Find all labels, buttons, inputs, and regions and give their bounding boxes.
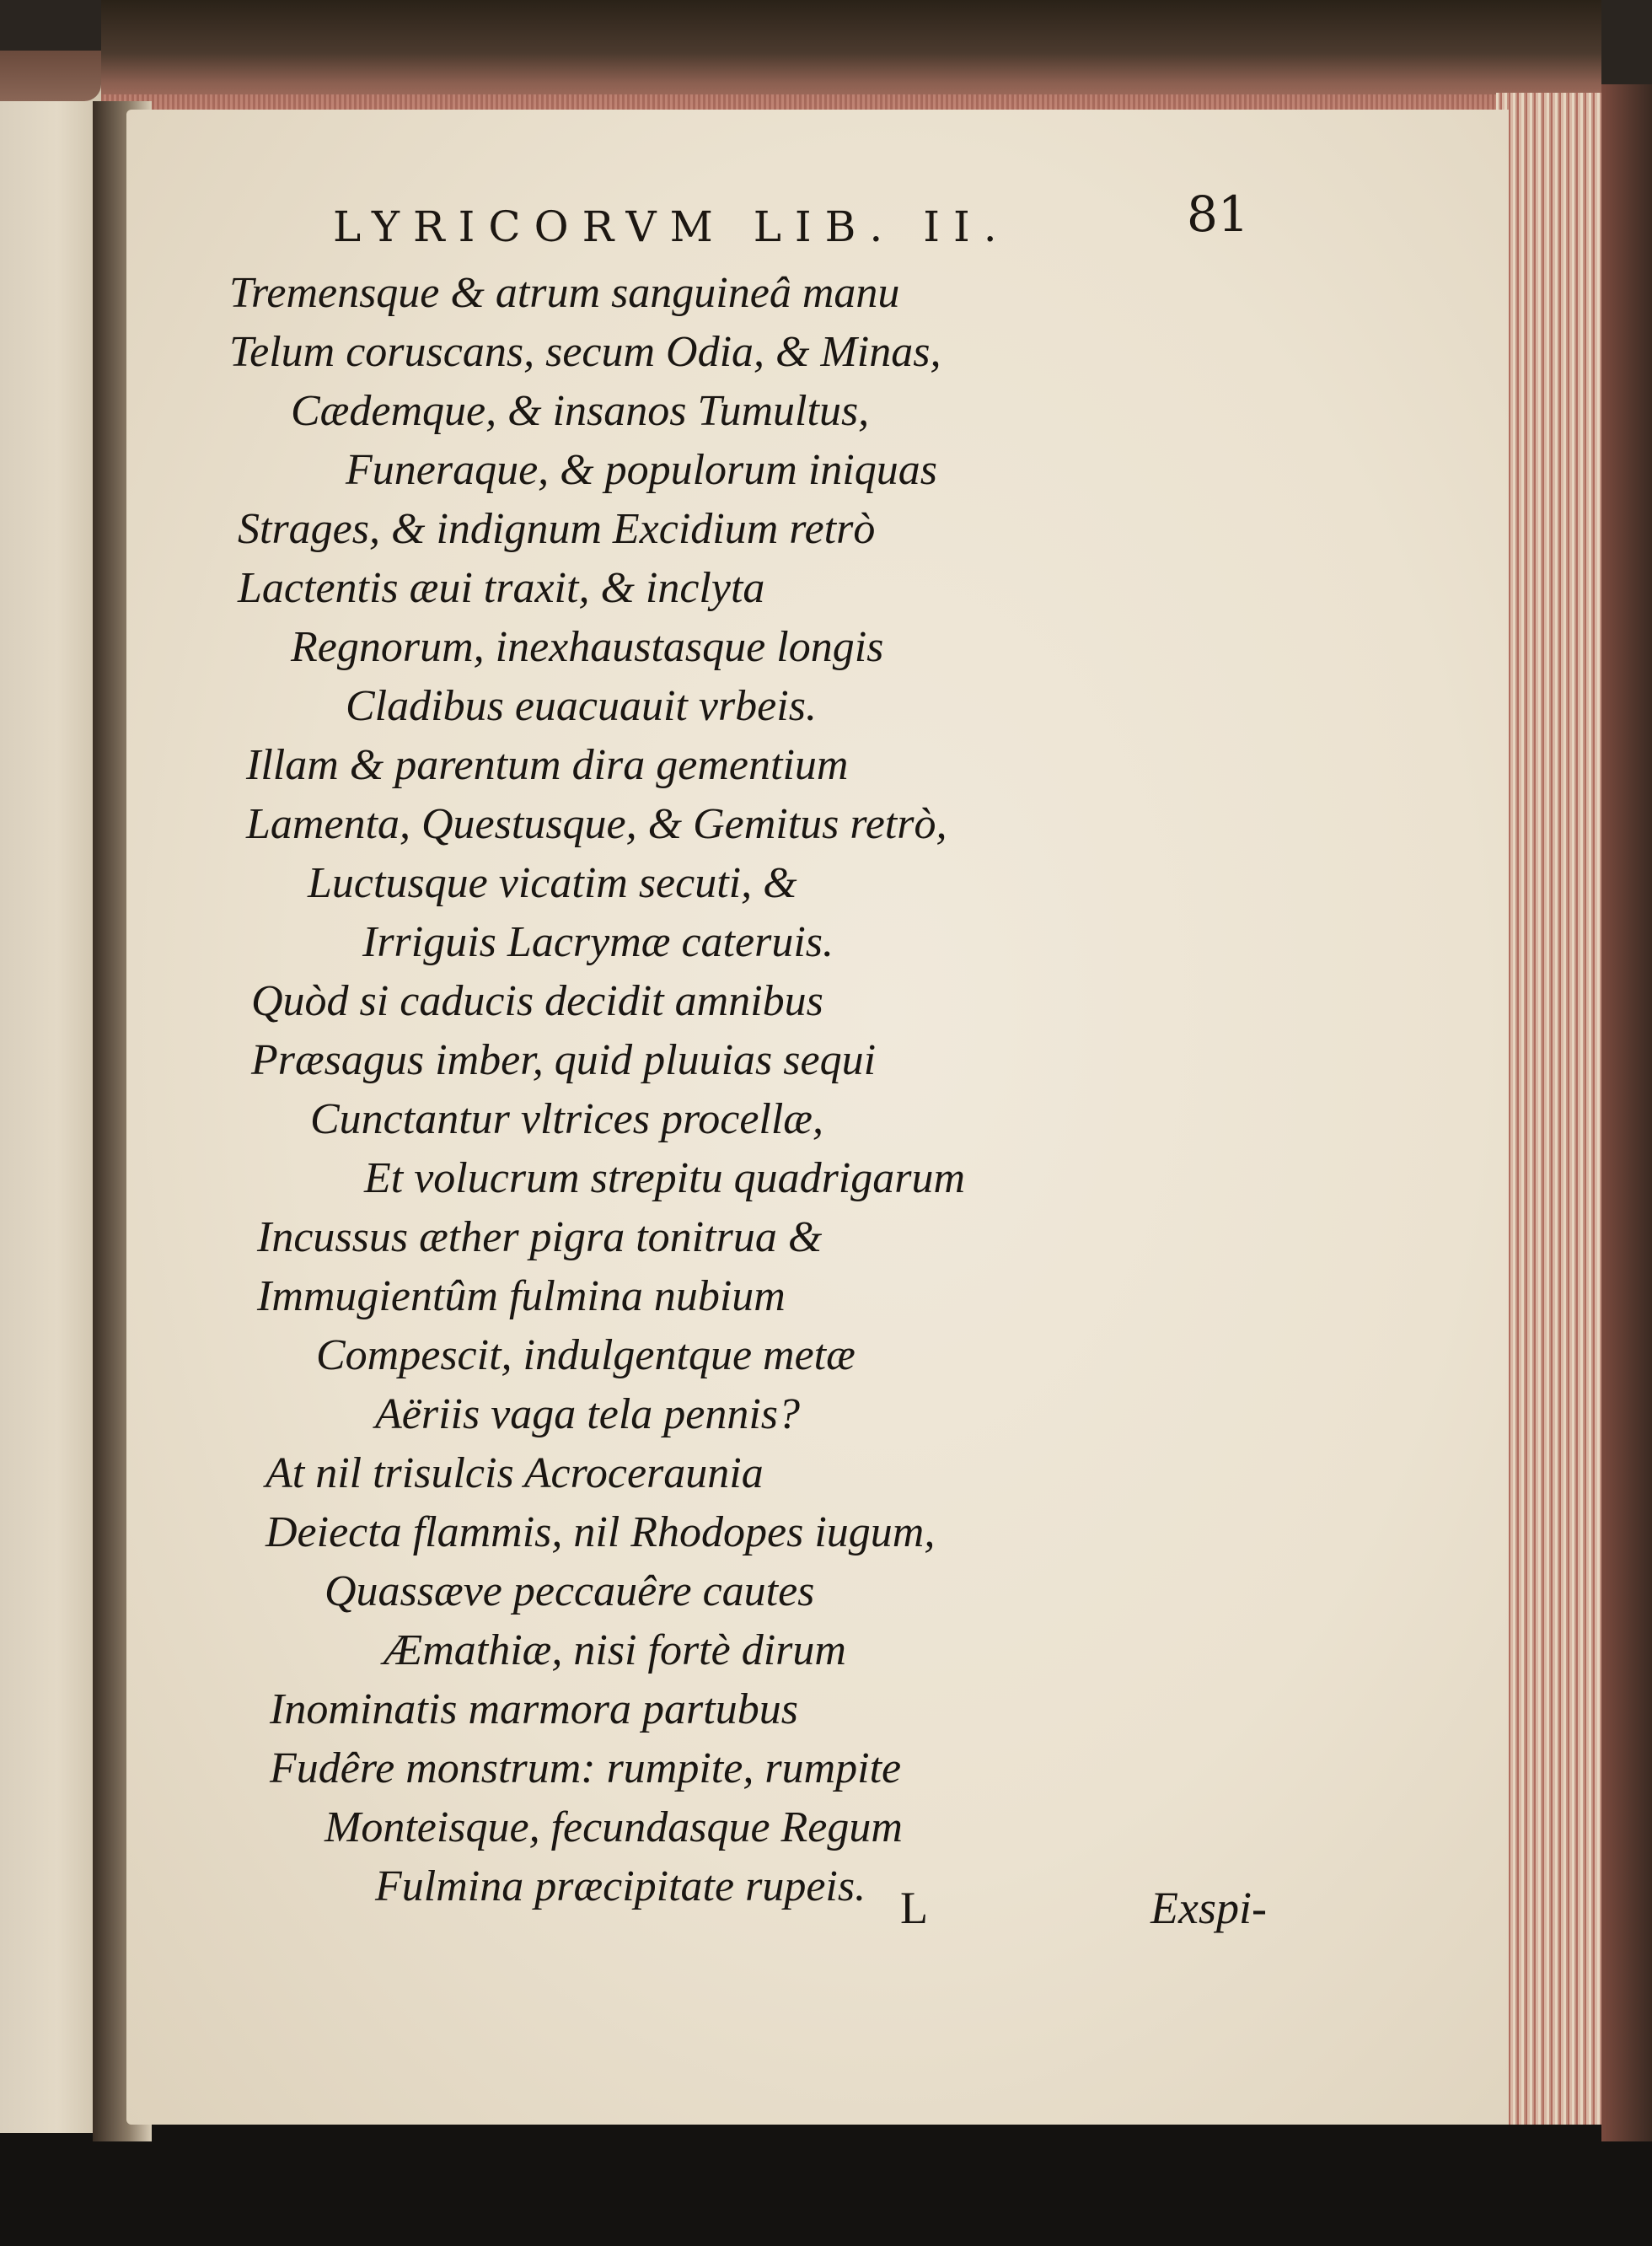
page-number: 81 <box>1187 185 1249 243</box>
verse-line: Aëriis vaga tela pennis? <box>375 1390 801 1438</box>
verse-line: Irriguis Lacrymæ cateruis. <box>362 918 834 966</box>
verse-line: Fudêre monstrum: rumpite, rumpite <box>270 1744 902 1792</box>
verse-line: Et volucrum strepitu quadrigarum <box>364 1154 966 1202</box>
verse-line: Quassæve peccauêre cautes <box>324 1567 815 1615</box>
verse-line: Quòd si caducis decidit amnibus <box>251 977 823 1025</box>
verse-line: Strages, & indignum Excidium retrò <box>238 505 876 553</box>
verse-line: Fulmina præcipitate rupeis. <box>375 1862 866 1910</box>
verse-line: Tremensque & atrum sanguineâ manu <box>229 269 900 317</box>
running-head: LYRICORVM LIB. II. <box>333 202 1011 251</box>
verse-line: Præsagus imber, quid pluuias sequi <box>251 1036 877 1084</box>
verse-line: Incussus æther pigra tonitrua & <box>257 1213 823 1261</box>
verse-line: Æmathiæ, nisi fortè dirum <box>384 1626 846 1674</box>
verse-line: At nil trisulcis Acroceraunia <box>266 1449 764 1497</box>
verse-line: Deiecta flammis, nil Rhodopes iugum, <box>266 1508 936 1556</box>
verse-line: Lactentis æui traxit, & inclyta <box>238 564 765 612</box>
verse-line: Monteisque, fecundasque Regum <box>324 1803 903 1851</box>
catchword: Exspi- <box>1150 1883 1267 1933</box>
verse-line: Funeraque, & populorum iniquas <box>346 446 937 494</box>
signature-mark: L <box>900 1883 928 1933</box>
verse-line: Illam & parentum dira gementium <box>246 741 849 789</box>
verse-line: Immugientûm fulmina nubium <box>257 1272 786 1320</box>
verse-line: Lamenta, Questusque, & Gemitus retrò, <box>246 800 947 848</box>
verse-line: Regnorum, inexhaustasque longis <box>291 623 884 671</box>
verse-line: Compescit, indulgentque metæ <box>316 1331 856 1379</box>
verse-line: Cædemque, & insanos Tumultus, <box>291 387 870 435</box>
verse-line: Inominatis marmora partubus <box>270 1685 798 1733</box>
verse-line: Cunctantur vltrices procellæ, <box>310 1095 823 1143</box>
verse-line: Luctusque vicatim secuti, & <box>308 859 797 907</box>
verse-line: Telum coruscans, secum Odia, & Minas, <box>229 328 941 376</box>
verse-line: Cladibus euacuauit vrbeis. <box>346 682 817 730</box>
